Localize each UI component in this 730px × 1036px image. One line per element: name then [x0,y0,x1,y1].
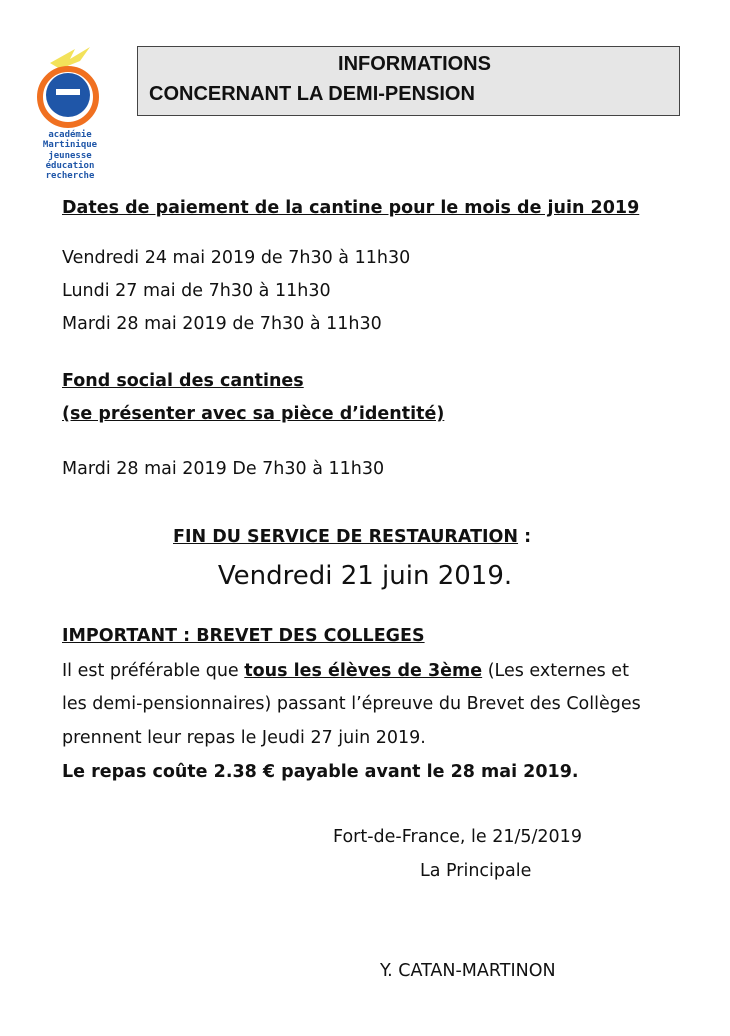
social-subheading: (se présenter avec sa pièce d’identité) [62,404,445,424]
social-date: Mardi 28 mai 2019 De 7h30 à 11h30 [62,459,385,479]
important-heading: IMPORTANT : BREVET DES COLLEGES [62,626,425,646]
signature-place-date: Fort-de-France, le 21/5/2019 [333,827,582,847]
end-service-colon: : [518,527,532,547]
signature-name: Y. CATAN-MARTINON [380,961,556,981]
important-text: Il est préférable que [62,661,245,681]
important-emphasis: tous les élèves de 3ème [244,661,483,681]
title-box [137,46,680,116]
payment-date: Lundi 27 mai de 7h30 à 11h30 [62,281,331,301]
logo-text: académie [48,130,92,140]
payment-heading: Dates de paiement de la cantine pour le mois de juin 2019 [62,198,640,218]
title-line-2: CONCERNANT LA DEMI-PENSION [149,83,475,105]
end-service-label: FIN DU SERVICE DE RESTAURATION [173,527,519,547]
title-line-1: INFORMATIONS [338,53,491,75]
important-text: prennent leur repas le Jeudi 27 juin 2019. [62,728,426,748]
logo-text: jeunesse [48,151,92,161]
logo-text: recherche [45,171,95,181]
important-text: (Les externes et [482,661,629,681]
payment-date: Mardi 28 mai 2019 de 7h30 à 11h30 [62,314,382,334]
social-heading: Fond social des cantines [62,371,304,391]
important-text: les demi-pensionnaires) passant l’épreuve du Brevet des Collèges [62,694,641,714]
logo-emblem-icon [30,45,110,130]
logo-text: éducation [45,161,95,171]
logo-text: Martinique [42,140,98,150]
academie-martinique-logo [30,45,110,181]
meal-price-notice: Le repas coûte 2.38 € payable avant le 28 mai 2019. [62,762,579,782]
payment-date: Vendredi 24 mai 2019 de 7h30 à 11h30 [62,248,411,268]
signature-role: La Principale [420,861,532,881]
end-service-date: Vendredi 21 juin 2019. [217,561,513,591]
